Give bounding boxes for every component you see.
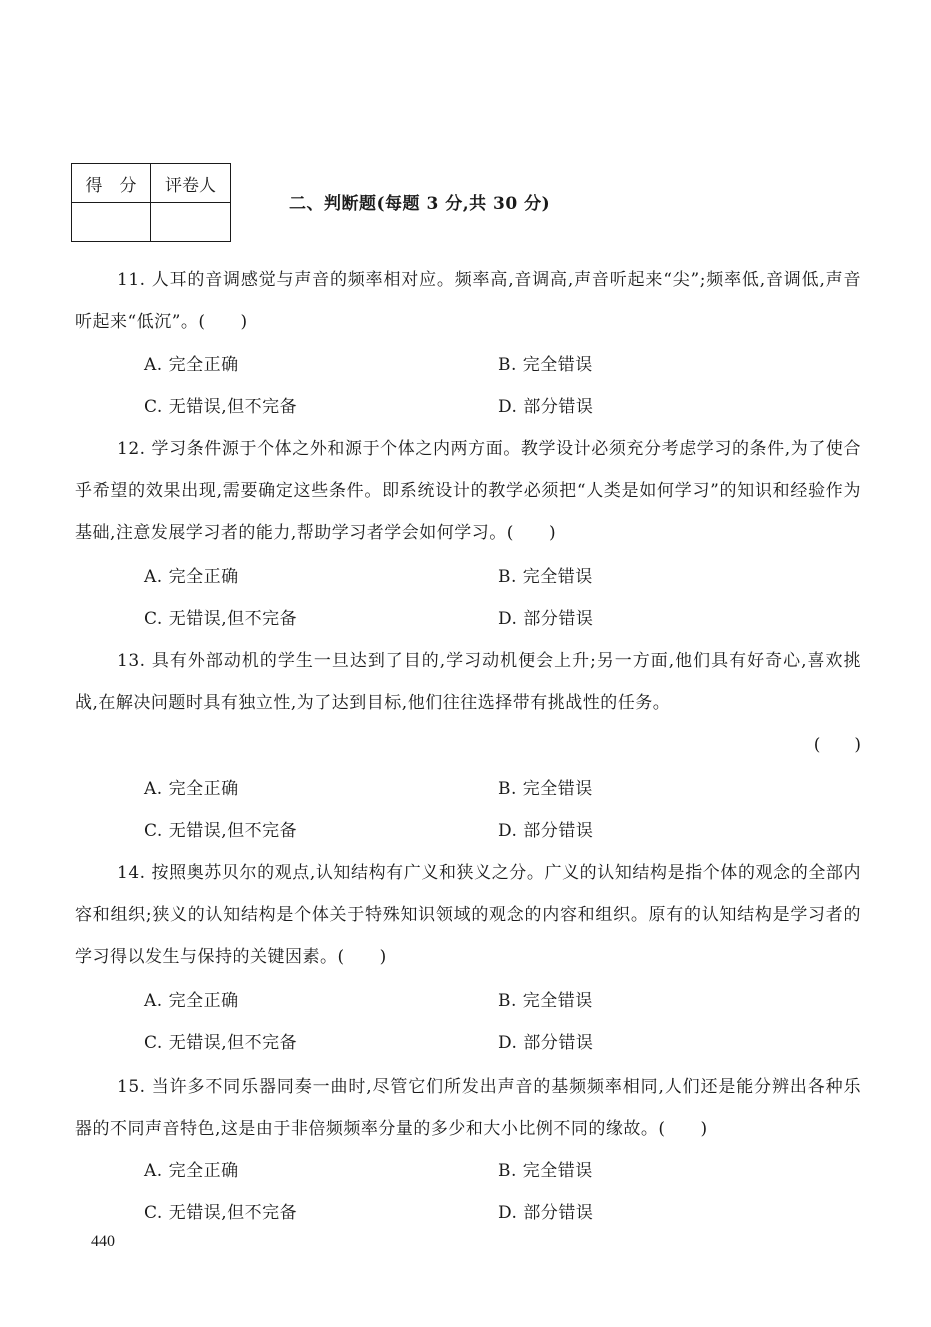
question-15-option-c: C. 无错误,但不完备 xyxy=(144,1203,298,1223)
score-label: 得 分 xyxy=(72,164,151,203)
question-14-option-a: A. 完全正确 xyxy=(144,991,239,1011)
question-11-option-b: B. 完全错误 xyxy=(498,355,593,375)
question-13-answer-blank: ( ) xyxy=(813,735,861,755)
section-title: 二、判断题(每题 3 分,共 30 分) xyxy=(289,194,551,214)
grader-cell xyxy=(151,203,231,242)
question-12-option-b: B. 完全错误 xyxy=(498,567,593,587)
question-12-option-a: A. 完全正确 xyxy=(144,567,239,587)
question-11-option-c: C. 无错误,但不完备 xyxy=(144,397,298,417)
question-13-option-b: B. 完全错误 xyxy=(498,779,593,799)
question-13-option-c: C. 无错误,但不完备 xyxy=(144,821,298,841)
question-12-option-d: D. 部分错误 xyxy=(498,609,594,629)
score-cell xyxy=(72,203,151,242)
question-11-option-d: D. 部分错误 xyxy=(498,397,594,417)
question-15-option-b: B. 完全错误 xyxy=(498,1161,593,1181)
score-box xyxy=(71,163,231,242)
question-14-text: 14. 按照奥苏贝尔的观点,认知结构有广义和狭义之分。广义的认知结构是指个体的观念的全部内容和组织;狭义的认知结构是个体关于特殊知识领域的观念的内容和组织。原有的认知结构是学习者的学习得以发生与保持的关键因素。( ) xyxy=(75,863,861,967)
question-13-option-d: D. 部分错误 xyxy=(498,821,594,841)
question-12-option-c: C. 无错误,但不完备 xyxy=(144,609,298,629)
question-14-option-b: B. 完全错误 xyxy=(498,991,593,1011)
grader-label: 评卷人 xyxy=(151,164,231,203)
question-14-option-d: D. 部分错误 xyxy=(498,1033,594,1053)
question-14-option-c: C. 无错误,但不完备 xyxy=(144,1033,298,1053)
page-number: 440 xyxy=(91,1233,115,1250)
question-13-option-a: A. 完全正确 xyxy=(144,779,239,799)
question-11-text: 11. 人耳的音调感觉与声音的频率相对应。频率高,音调高,声音听起来“尖”;频率低,音调低,声音听起来“低沉”。( ) xyxy=(75,270,861,332)
question-15-option-a: A. 完全正确 xyxy=(144,1161,239,1181)
question-13-text: 13. 具有外部动机的学生一旦达到了目的,学习动机便会上升;另一方面,他们具有好奇心,喜欢挑战,在解决问题时具有独立性,为了达到目标,他们往往选择带有挑战性的任务。 xyxy=(75,651,861,713)
question-15-text: 15. 当许多不同乐器同奏一曲时,尽管它们所发出声音的基频频率相同,人们还是能分辨出各种乐器的不同声音特色,这是由于非倍频频率分量的多少和大小比例不同的缘故。( ) xyxy=(75,1077,861,1139)
question-12-text: 12. 学习条件源于个体之外和源于个体之内两方面。教学设计必须充分考虑学习的条件,为了使合乎希望的效果出现,需要确定这些条件。即系统设计的教学必须把“人类是如何学习”的知识和经验作为基础,注意发展学习者的能力,帮助学习者学会如何学习。( ) xyxy=(75,439,861,543)
question-11-option-a: A. 完全正确 xyxy=(144,355,239,375)
question-15-option-d: D. 部分错误 xyxy=(498,1203,594,1223)
